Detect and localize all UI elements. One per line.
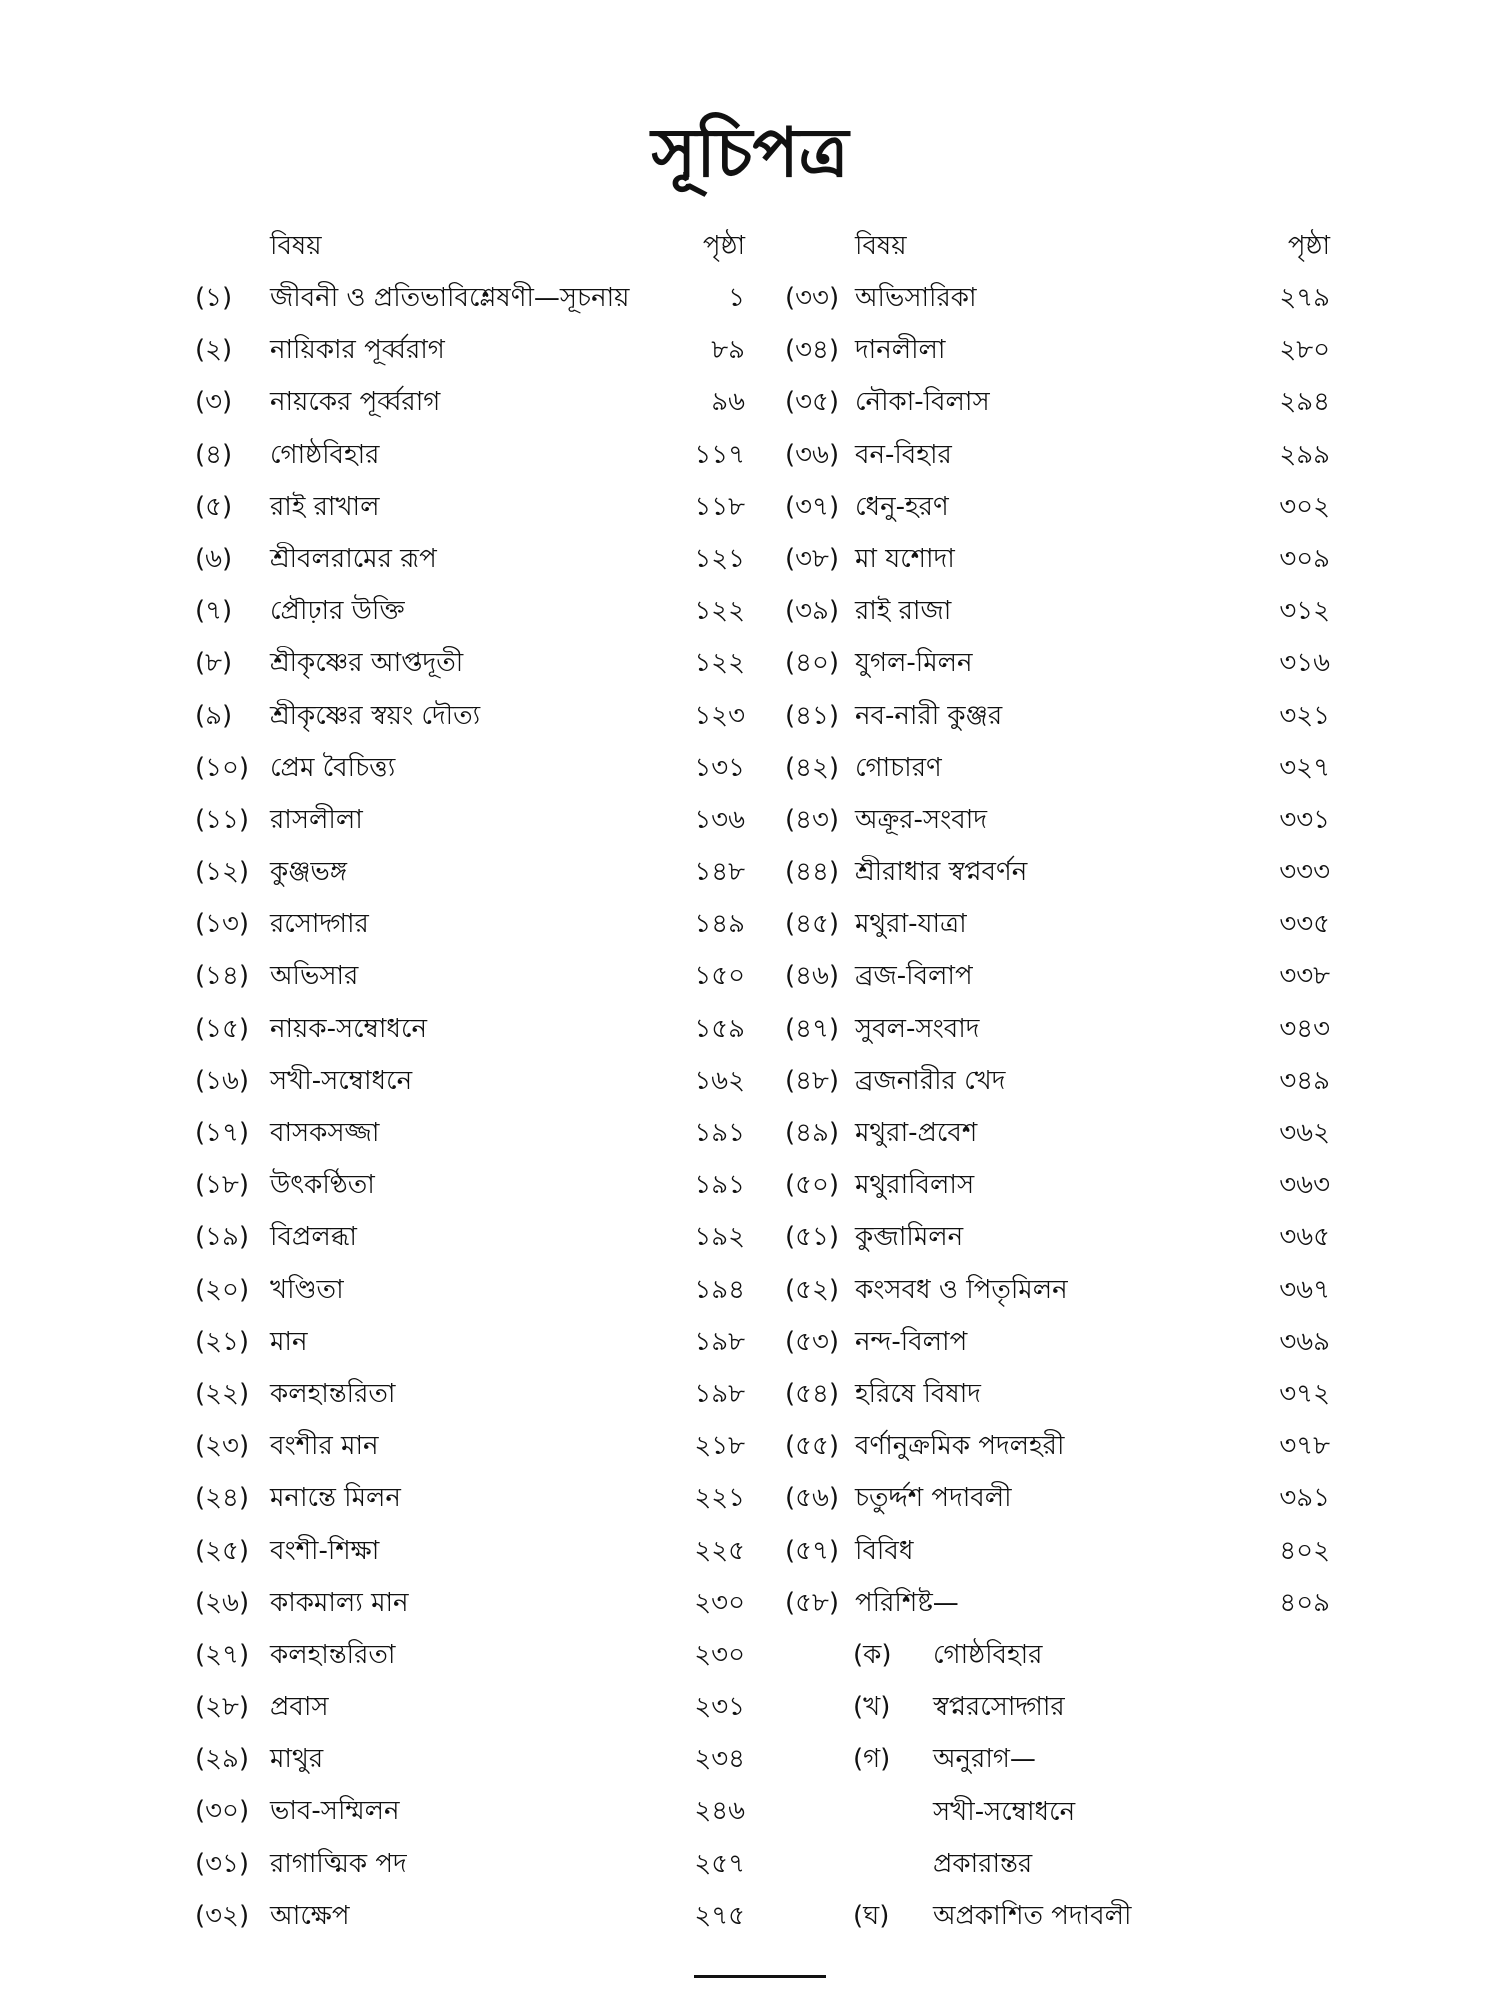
contents-entry (195, 1686, 745, 1738)
entry-title: মাথুর (270, 1744, 324, 1775)
contents-entry (195, 381, 745, 433)
contents-entry (195, 1634, 745, 1686)
contents-entry (195, 1843, 745, 1895)
entry-page: ৩২১ (1279, 700, 1330, 731)
entry-page: ৩৪৯ (1279, 1065, 1330, 1096)
entry-page: ৩১৬ (1279, 648, 1330, 679)
contents-entry (195, 1164, 745, 1216)
contents-entry (785, 486, 1330, 538)
entry-title: কাকমাল্য মান (270, 1587, 409, 1618)
entry-title: বিপ্রলব্ধা (270, 1222, 357, 1253)
contents-entry (785, 277, 1330, 329)
entry-number: (৭) (195, 596, 233, 627)
entry-title: রাসলীলা (270, 804, 363, 835)
appendix-letter: (গ) (853, 1744, 891, 1775)
contents-entry (785, 1321, 1330, 1373)
entry-number: (১৮) (195, 1170, 250, 1201)
entry-title: রাই রাজা (855, 596, 952, 627)
entry-number: (৬) (195, 543, 233, 574)
contents-entry (195, 1112, 745, 1164)
entry-title: ব্রজ-বিলাপ (855, 961, 973, 992)
entry-number: (৫৫) (785, 1431, 840, 1462)
entry-number: (২৮) (195, 1692, 250, 1723)
entry-page: ২৩৪ (694, 1744, 745, 1775)
entry-title: বংশী-শিক্ষা (270, 1535, 380, 1566)
entry-number: (২৭) (195, 1639, 250, 1670)
entry-page: ৩০৯ (1279, 543, 1330, 574)
entry-page: ১৬২ (694, 1065, 745, 1096)
entry-number: (৪০) (785, 648, 840, 679)
contents-entry (785, 434, 1330, 486)
entry-number: (৩৩) (785, 283, 840, 313)
entry-number: (৩৯) (785, 596, 840, 627)
contents-entry (195, 1008, 745, 1060)
appendix-entry (853, 1791, 1273, 1843)
entry-title: অক্রূর-সংবাদ (855, 804, 987, 835)
entry-page: ২২১ (694, 1483, 745, 1514)
entry-page: ৩৬৩ (1279, 1170, 1330, 1201)
entry-number: (২৫) (195, 1535, 250, 1566)
entry-number: (২৬) (195, 1587, 250, 1618)
entry-number: (৪১) (785, 700, 840, 731)
entry-title: অভিসারিকা (855, 283, 977, 313)
contents-entry (195, 1738, 745, 1790)
contents-column-left (195, 225, 745, 1947)
entry-page: ১৯২ (694, 1222, 745, 1253)
appendix-title: প্রকারান্তর (933, 1848, 1033, 1879)
entry-number: (১৪) (195, 961, 250, 992)
entry-page: ১২১ (694, 543, 745, 574)
contents-entry (785, 1060, 1330, 1112)
entry-page: ২১৮ (694, 1431, 745, 1462)
entry-page: ১১৮ (694, 491, 745, 522)
entry-title: বাসকসজ্জা (270, 1118, 380, 1148)
contents-entry (195, 642, 745, 694)
entry-number: (১৬) (195, 1065, 250, 1096)
entry-title: মান (270, 1326, 308, 1357)
column-header (785, 225, 1330, 277)
entry-title: নায়িকার পূর্ব্বরাগ (270, 335, 445, 366)
contents-entry (195, 955, 745, 1007)
entry-page: ৩৬৯ (1279, 1326, 1330, 1357)
entry-page: ১৪৮ (694, 857, 745, 888)
entry-number: (১৫) (195, 1013, 250, 1044)
entry-title: রাগাত্মিক পদ (270, 1848, 407, 1879)
entry-number: (৪৫) (785, 909, 840, 940)
entry-number: (৩৪) (785, 335, 840, 366)
entry-number: (৪৯) (785, 1118, 840, 1148)
entry-title: রাই রাখাল (270, 491, 380, 522)
entry-number: (৩৮) (785, 543, 840, 574)
entry-title: কলহান্তরিতা (270, 1378, 396, 1409)
entry-page: ২৩০ (694, 1587, 745, 1618)
entry-number: (৮) (195, 648, 233, 679)
appendix-list (853, 1634, 1273, 1947)
contents-entry (785, 1269, 1330, 1321)
entry-title: নব-নারী কুঞ্জর (855, 700, 1003, 731)
entry-number: (৫৭) (785, 1535, 840, 1566)
entry-page: ১৩১ (694, 752, 745, 783)
contents-entry (195, 695, 745, 747)
appendix-entry (853, 1686, 1273, 1738)
entry-page: ৩৭২ (1279, 1378, 1330, 1409)
entry-page: ১২২ (694, 596, 745, 627)
entry-number: (৪৩) (785, 804, 840, 835)
entry-number: (২৩) (195, 1431, 250, 1462)
contents-column-right (785, 225, 1330, 1634)
entry-page: ৩৭৮ (1279, 1431, 1330, 1462)
entry-number: (১২) (195, 857, 250, 888)
entry-title: পরিশিষ্ট— (855, 1587, 959, 1618)
entry-title: যুগল-মিলন (855, 648, 973, 679)
entry-page: ৩৩৫ (1279, 909, 1330, 940)
contents-entry (195, 1582, 745, 1634)
entry-title: উৎকণ্ঠিতা (270, 1170, 375, 1201)
entry-page: ৩৯১ (1279, 1483, 1330, 1514)
contents-entry (785, 1216, 1330, 1268)
entry-number: (৫০) (785, 1170, 840, 1201)
entry-page: ২৪৬ (694, 1796, 745, 1827)
contents-entry (195, 486, 745, 538)
entry-page: ৩২৭ (1279, 752, 1330, 783)
entry-title: নৌকা-বিলাস (855, 387, 990, 418)
entry-number: (৫) (195, 491, 233, 522)
contents-entry (195, 1321, 745, 1373)
contents-entry (195, 903, 745, 955)
entry-title: শ্রীকৃষ্ণের স্বয়ং দৌত্য (270, 700, 481, 731)
contents-entry (785, 1373, 1330, 1425)
entry-title: ব্রজনারীর খেদ (855, 1065, 1006, 1096)
appendix-title: অনুরাগ— (933, 1744, 1036, 1775)
entry-number: (৩০) (195, 1796, 250, 1827)
entry-page: ১৯১ (694, 1170, 745, 1201)
contents-entry (785, 903, 1330, 955)
contents-entry (195, 851, 745, 903)
entry-title: মনান্তে মিলন (270, 1483, 401, 1514)
entry-page: ১৪৯ (694, 909, 745, 940)
entry-number: (৪৪) (785, 857, 840, 888)
entry-title: কংসবধ ও পিতৃমিলন (855, 1274, 1068, 1305)
entry-page: ২৩০ (694, 1639, 745, 1670)
contents-entry (785, 381, 1330, 433)
entry-page: ১২৩ (694, 700, 745, 731)
contents-entry (195, 747, 745, 799)
contents-entry (785, 1164, 1330, 1216)
appendix-title: গোষ্ঠবিহার (933, 1640, 1043, 1670)
entry-number: (২৯) (195, 1744, 250, 1775)
entry-title: নায়ক-সম্বোধনে (270, 1013, 427, 1044)
entry-title: ভাব-সম্মিলন (270, 1796, 400, 1827)
entry-title: জীবনী ও প্রতিভাবিশ্লেষণী—সূচনায় (270, 283, 630, 313)
entry-number: (৪৮) (785, 1065, 840, 1096)
entry-page: ১২২ (694, 648, 745, 679)
entry-number: (৩) (195, 387, 233, 418)
entry-page: ১৫৯ (694, 1013, 745, 1044)
entry-title: অভিসার (270, 961, 359, 992)
entry-title: প্রৌঢ়ার উক্তি (270, 596, 405, 627)
entry-number: (৫৬) (785, 1483, 840, 1514)
entry-page: ২৩১ (694, 1692, 745, 1723)
contents-entry (785, 695, 1330, 747)
entry-title: সখী-সম্বোধনে (270, 1065, 413, 1096)
entry-number: (২২) (195, 1378, 250, 1409)
entry-page: ২৫৭ (694, 1848, 745, 1879)
entry-number: (৫৮) (785, 1587, 840, 1618)
entry-page: ৩৩৩ (1279, 857, 1330, 888)
entry-title: প্রেম বৈচিত্ত্য (270, 752, 396, 783)
entry-page: ৩৬৭ (1279, 1274, 1330, 1305)
entry-number: (৫৪) (785, 1378, 840, 1409)
entry-title: গোষ্ঠবিহার (270, 439, 380, 470)
entry-number: (১) (195, 283, 233, 313)
appendix-letter: (ক) (853, 1640, 892, 1670)
entry-title: নন্দ-বিলাপ (855, 1326, 968, 1357)
entry-title: কুব্জামিলন (855, 1222, 964, 1253)
contents-entry (195, 1425, 745, 1477)
entry-number: (৫৩) (785, 1326, 840, 1357)
contents-entry (785, 329, 1330, 381)
contents-entry (785, 851, 1330, 903)
entry-number: (৩২) (195, 1900, 250, 1931)
entry-number: (৪৬) (785, 961, 840, 992)
entry-number: (২৪) (195, 1483, 250, 1514)
entry-number: (৩১) (195, 1848, 250, 1879)
appendix-entry (853, 1738, 1273, 1790)
entry-title: বন-বিহার (855, 439, 952, 470)
entry-page: ৪০৯ (1279, 1587, 1330, 1618)
entry-number: (২) (195, 335, 233, 366)
page-title: সূচিপত্র (651, 114, 849, 193)
contents-entry (195, 1790, 745, 1842)
entry-title: কুঞ্জভঙ্গ (270, 857, 348, 888)
entry-page: ১ (728, 283, 745, 313)
entry-number: (৪৭) (785, 1013, 840, 1044)
entry-title: কলহান্তরিতা (270, 1639, 396, 1670)
entry-number: (১১) (195, 804, 250, 835)
page-heading: পৃষ্ঠা (1287, 231, 1330, 261)
contents-entry (785, 590, 1330, 642)
page-heading: পৃষ্ঠা (702, 231, 745, 261)
entry-page: ১৫০ (694, 961, 745, 992)
entry-number: (৪২) (785, 752, 840, 783)
entry-page: ৩৩৮ (1279, 961, 1330, 992)
entry-title: মথুরা-যাত্রা (855, 909, 967, 940)
entry-page: ২৯৪ (1279, 387, 1330, 418)
entry-title: চতুর্দ্দশ পদাবলী (855, 1483, 1012, 1514)
contents-entry (195, 1216, 745, 1268)
column-header (195, 225, 745, 277)
entry-page: ১৯১ (694, 1118, 745, 1148)
entry-title: ধেনু-হরণ (855, 491, 949, 522)
entry-number: (৩৬) (785, 439, 840, 470)
entry-title: শ্রীবলরামের রূপ (270, 543, 437, 574)
contents-entry (785, 799, 1330, 851)
entry-number: (৫২) (785, 1274, 840, 1305)
appendix-entry (853, 1634, 1273, 1686)
entry-number: (১৩) (195, 909, 250, 940)
contents-entry (785, 1425, 1330, 1477)
entry-title: বর্ণানুক্রমিক পদলহরী (855, 1431, 1065, 1462)
entry-page: ২৭৯ (1279, 283, 1330, 313)
entry-number: (১৭) (195, 1118, 250, 1148)
contents-entry (785, 538, 1330, 590)
entry-page: ৯৬ (711, 387, 745, 418)
contents-entry (195, 1060, 745, 1112)
contents-entry (195, 538, 745, 590)
subject-heading: বিষয় (270, 231, 322, 261)
contents-entry (785, 955, 1330, 1007)
entry-title: প্রবাস (270, 1692, 329, 1723)
appendix-letter: (ঘ) (853, 1900, 890, 1931)
entry-title: সুবল-সংবাদ (855, 1013, 980, 1044)
entry-page: ১৯৮ (694, 1326, 745, 1357)
entry-number: (২০) (195, 1274, 250, 1305)
appendix-entry (853, 1843, 1273, 1895)
contents-entry (195, 1373, 745, 1425)
contents-entry (195, 799, 745, 851)
contents-entry (785, 1582, 1330, 1634)
entry-title: রসোদ্গার (270, 909, 369, 940)
entry-number: (৩৭) (785, 491, 840, 522)
entry-number: (৫১) (785, 1222, 840, 1253)
entry-page: ১৯৪ (694, 1274, 745, 1305)
subject-heading: বিষয় (855, 231, 907, 261)
entry-page: ৩৪৩ (1279, 1013, 1330, 1044)
bottom-divider (694, 1975, 826, 1978)
contents-entry (195, 1477, 745, 1529)
appendix-title: অপ্রকাশিত পদাবলী (933, 1900, 1132, 1931)
appendix-title: সখী-সম্বোধনে (933, 1796, 1076, 1827)
entry-title: মথুরাবিলাস (855, 1170, 975, 1201)
entry-number: (১০) (195, 752, 250, 783)
appendix-title: স্বপ্নরসোদ্গার (933, 1692, 1065, 1723)
contents-entry (785, 1008, 1330, 1060)
entry-page: ৩৬৫ (1279, 1222, 1330, 1253)
contents-entry (195, 1269, 745, 1321)
contents-entry (785, 1112, 1330, 1164)
contents-entry (785, 1530, 1330, 1582)
entry-page: ৮৯ (711, 335, 745, 366)
entry-page: ১৯৮ (694, 1378, 745, 1409)
contents-entry (195, 1895, 745, 1947)
entry-number: (১৯) (195, 1222, 250, 1253)
contents-entry (785, 1477, 1330, 1529)
entry-page: ২২৫ (694, 1535, 745, 1566)
contents-entry (785, 747, 1330, 799)
entry-title: শ্রীরাধার স্বপ্নবর্ণন (855, 857, 1028, 888)
contents-entry (785, 642, 1330, 694)
entry-title: মা যশোদা (855, 543, 955, 574)
entry-page: ১৩৬ (694, 804, 745, 835)
entry-number: (৪) (195, 439, 233, 470)
entry-title: দানলীলা (855, 335, 946, 366)
entry-title: বিবিধ (855, 1535, 914, 1566)
entry-page: ২৮০ (1279, 335, 1330, 366)
entry-page: ৩০২ (1279, 491, 1330, 522)
entry-page: ৩৬২ (1279, 1118, 1330, 1148)
entry-page: ২৯৯ (1279, 439, 1330, 470)
entry-title: শ্রীকৃষ্ণের আপ্তদূতী (270, 648, 464, 679)
entry-page: ২৭৫ (694, 1900, 745, 1931)
contents-entry (195, 1530, 745, 1582)
entry-title: নায়কের পূর্ব্বরাগ (270, 387, 441, 418)
entry-page: ৪০২ (1279, 1535, 1330, 1566)
entry-title: মথুরা-প্রবেশ (855, 1118, 978, 1148)
entry-page: ৩১২ (1279, 596, 1330, 627)
entry-page: ৩৩১ (1279, 804, 1330, 835)
appendix-entry (853, 1895, 1273, 1947)
entry-number: (২১) (195, 1326, 250, 1357)
entry-number: (৩৫) (785, 387, 840, 418)
entry-title: আক্ষেপ (270, 1900, 350, 1931)
contents-entry (195, 329, 745, 381)
appendix-letter: (খ) (853, 1692, 891, 1723)
entry-page: ১১৭ (694, 439, 745, 470)
contents-entry (195, 590, 745, 642)
entry-title: গোচারণ (855, 752, 942, 783)
contents-entry (195, 277, 745, 329)
entry-title: বংশীর মান (270, 1431, 379, 1462)
entry-title: খণ্ডিতা (270, 1274, 344, 1305)
contents-entry (195, 434, 745, 486)
entry-number: (৯) (195, 700, 233, 731)
entry-title: হরিষে বিষাদ (855, 1378, 981, 1409)
